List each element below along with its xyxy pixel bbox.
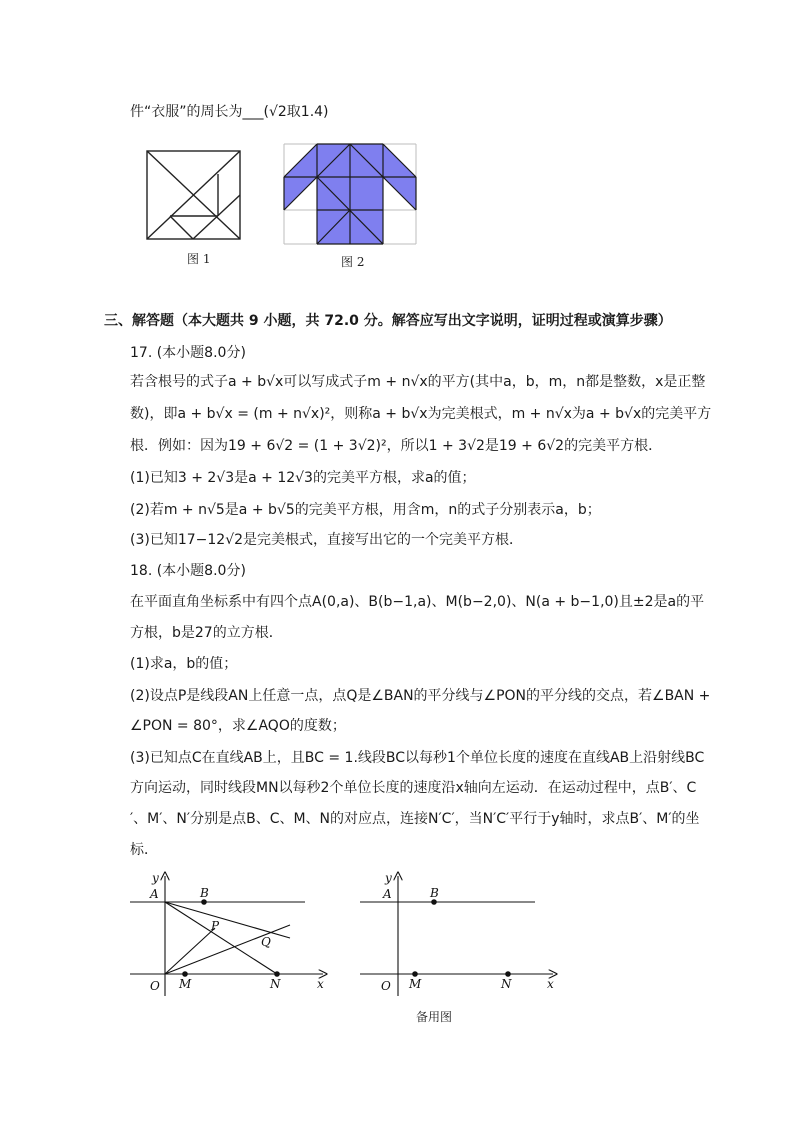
point-n (274, 971, 280, 977)
label-n: N (270, 977, 281, 991)
q18-line-6: (3)已知点C在直线AB上，且BC = 1.线段BC以每秒1个单位长度的速度在直线AB上沿射线BC (130, 750, 705, 766)
y-axis-label: y (385, 871, 392, 885)
q18-number: 18. (本小题8.0分) (130, 563, 246, 579)
q18-line-1: 在平面直角坐标系中有四个点A(0,a)、B(b−1,a)、M(b−2,0)、N(a + b−1,0)且±2是a的平 (130, 594, 705, 610)
q18-line-8: ′、M′、N′分别是点B、C、M、N的对应点，连接N′C′，当N′C′平行于y轴时，求点B′、M′的坐 (130, 811, 700, 827)
label-o: O (150, 979, 160, 993)
q17-line-6: (3)已知17−12√2是完美根式，直接写出它的一个完美平方根． (130, 532, 524, 548)
figure-2-caption: 图 2 (341, 255, 365, 269)
label-m: M (179, 977, 192, 991)
q18-line-2: 方根，b是27的立方根． (130, 625, 283, 641)
label-n: N (501, 977, 512, 991)
coordinate-diagram-2 (355, 868, 565, 998)
x-axis-label: x (547, 977, 554, 991)
point-b (431, 899, 437, 905)
q17-line-4: (1)已知3 + 2√3是a + 12√3的完美平方根，求a的值； (130, 470, 476, 486)
label-b: B (430, 886, 439, 900)
backup-figure-caption: 备用图 (416, 1010, 453, 1024)
q17-number: 17. (本小题8.0分) (130, 345, 246, 361)
label-a: A (150, 887, 159, 901)
q17-line-2: 数)，即a + b√x = (m + n√x)²，则称a + b√x为完美根式，m + n√x为a + b√x的完美平方 (130, 406, 712, 422)
point-n (505, 971, 511, 977)
coordinate-diagram-1 (125, 868, 335, 998)
label-a: A (383, 887, 392, 901)
label-b: B (200, 886, 209, 900)
label-o: O (381, 979, 391, 993)
q17-line-1: 若含根号的式子a + b√x可以写成式子m + n√x的平方(其中a，b，m，n都是整数，x是正整 (130, 374, 706, 390)
figure-2-clothes (284, 144, 416, 246)
point-b (201, 899, 207, 905)
figure-1-caption: 图 1 (187, 252, 211, 266)
x-axis-label: x (317, 977, 324, 991)
section-3-heading: 三、解答题（本大题共 9 小题，共 72.0 分。解答应写出文字说明，证明过程或演算步骤） (104, 313, 672, 329)
q18-line-3: (1)求a，b的值； (130, 656, 238, 672)
q18-line-7: 方向运动，同时线段MN以每秒2个单位长度的速度沿x轴向左运动．在运动过程中，点B′、C (130, 780, 697, 796)
label-q: Q (261, 935, 271, 949)
q18-line-9: 标． (130, 842, 158, 858)
figure-1-tangram-square (146, 150, 242, 240)
label-p: P (211, 919, 220, 933)
q18-line-5: ∠PON = 80°，求∠AQO的度数； (130, 718, 346, 734)
point-m (412, 971, 418, 977)
y-axis-label: y (152, 871, 159, 885)
q17-line-3: 根．例如：因为19 + 6√2 = (1 + 3√2)²，所以1 + 3√2是19 + 6√2的完美平方根． (130, 438, 663, 454)
label-m: M (409, 977, 422, 991)
question-16-tail: 件“衣服”的周长为___(√2取1.4) (130, 104, 329, 120)
q17-line-5: (2)若m + n√5是a + b√5的完美平方根，用含m，n的式子分别表示a，b； (130, 502, 601, 518)
point-m (182, 971, 188, 977)
q18-line-4: (2)设点P是线段AN上任意一点，点Q是∠BAN的平分线与∠PON的平分线的交点，若∠BAN + (130, 688, 711, 704)
